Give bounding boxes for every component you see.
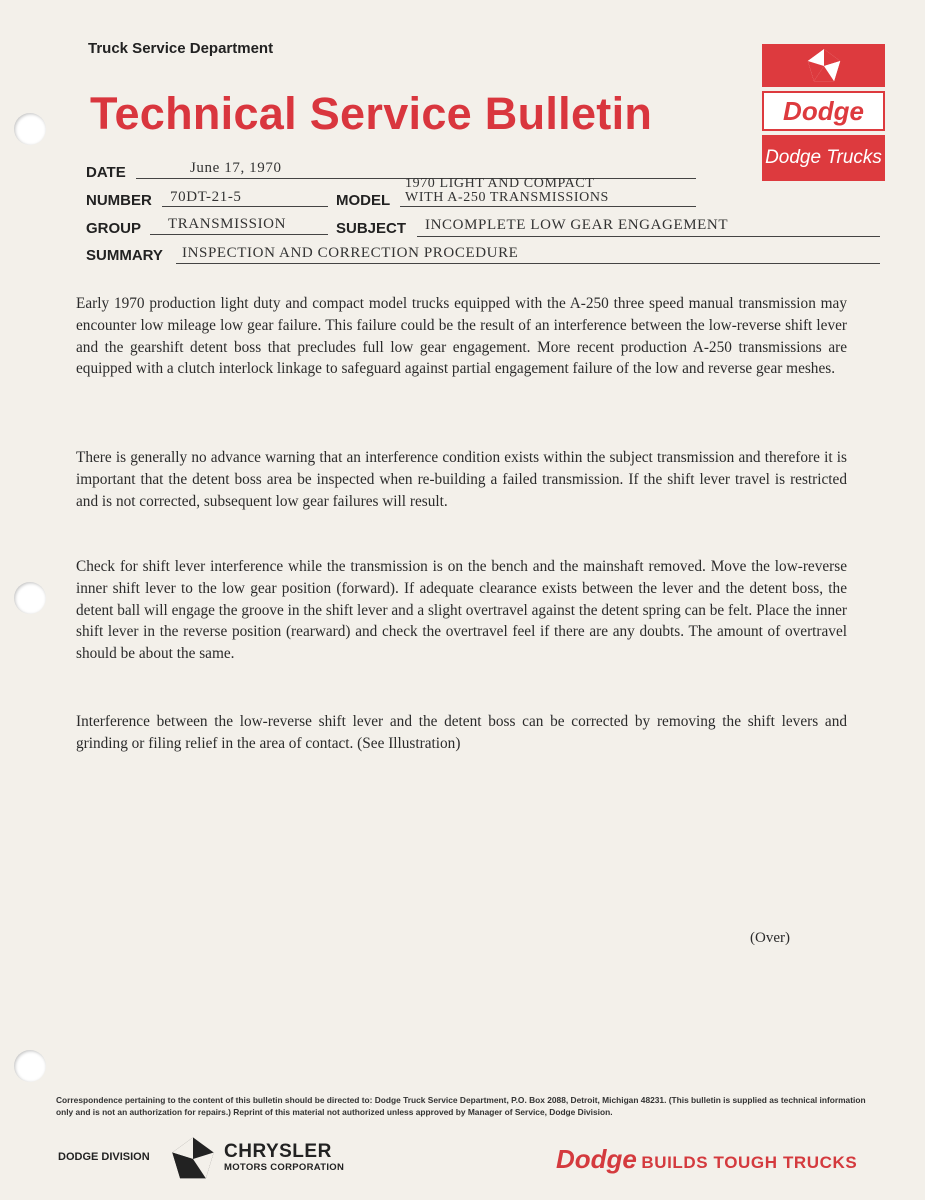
paragraph-2: There is generally no advance warning that an interference condition exists within the subject transmission and therefore it is important that the detent boss area be inspected when re-building a failed transmission. If the shift lever travel is restricted and is not corrected, subsequent low gear failures will result. (76, 449, 847, 510)
pentastar-logo-box (762, 44, 885, 87)
correspondence-note: Correspondence pertaining to the content of this bulletin should be directed to: Dodge Truck Service Department, P.O. Box 2088, Detroit, Michigan 48231. (This bulletin is supplied as technical information only and is not an authorization for repairs.) Reprint of this material not authorized unless approved by Manager of Service, Dodge Division. (56, 1095, 866, 1117)
paragraph-1: Early 1970 production light duty and compact model trucks equipped with the A-250 three speed manual transmission may encounter low mileage low gear failure. This failure could be the result of an interference between the low-reverse shift lever and the gearshift detent boss that precludes full low gear engagement. More recent production A-250 transmissions are equipped with a clutch interlock linkage to safeguard against partial engagement failure of the low and reverse gear meshes. (76, 295, 847, 378)
binder-hole-bottom (14, 1050, 46, 1082)
model-label: MODEL (336, 192, 391, 209)
model-underline (400, 206, 696, 207)
slogan (556, 1144, 857, 1175)
chrysler-pentastar-icon (170, 1136, 216, 1182)
dodge-trucks-wordmark: Dodge Trucks (762, 135, 885, 181)
group-value: TRANSMISSION (168, 216, 287, 232)
group-label: GROUP (86, 220, 142, 237)
subject-label: SUBJECT (336, 220, 407, 237)
summary-value: INSPECTION AND CORRECTION PROCEDURE (182, 245, 519, 261)
chrysler-wordmark (224, 1142, 344, 1173)
model-value-line-1: 1970 LIGHT AND COMPACT (405, 176, 595, 191)
date-value: June 17, 1970 (190, 160, 282, 176)
dodge-division-label: DODGE DIVISION (58, 1151, 150, 1163)
number-label: NUMBER (86, 192, 152, 209)
pentastar-icon (806, 48, 842, 84)
number-value: 70DT-21-5 (170, 189, 242, 205)
dodge-wordmark: Dodge (762, 91, 885, 131)
motors-corporation: MOTORS CORPORATION (224, 1162, 345, 1173)
date-label: DATE (86, 164, 126, 181)
subject-value: INCOMPLETE LOW GEAR ENGAGEMENT (425, 217, 729, 233)
slogan-text: BUILDS TOUGH TRUCKS (641, 1153, 858, 1172)
binder-hole-top (14, 113, 46, 145)
over-note: (Over) (750, 930, 790, 946)
department-label: Truck Service Department (88, 40, 274, 57)
paragraph-4: Interference between the low-reverse shift lever and the detent boss can be corrected by removing the shift levers and grinding or filing relief in the area of contact. (See Illustration) (76, 713, 847, 752)
model-value-line-2: WITH A-250 TRANSMISSIONS (405, 190, 609, 205)
binder-hole-middle (14, 582, 46, 614)
paragraph-3: Check for shift lever interference while the transmission is on the bench and the mainshaft removed. Move the low-reverse inner shift lever to the low gear position (forward). If adequate clearance exists between the lever and the detent boss, the detent ball will engage the groove in the shift lever and a slight overtravel against the detent spring can be felt. Place the inner shift lever in the reverse position (rearward) and check the overtravel feel if there are any doubts. The amount of overtravel should be about the same. (76, 558, 847, 663)
subject-underline (417, 236, 880, 237)
slogan-brand: Dodge (556, 1144, 637, 1174)
chrysler-name: CHRYSLER (224, 1141, 332, 1162)
number-underline (162, 206, 328, 207)
summary-underline (176, 263, 880, 264)
summary-label: SUMMARY (86, 247, 163, 264)
dodge-logo (762, 44, 885, 181)
bulletin-title: Technical Service Bulletin (90, 88, 653, 139)
group-underline (150, 234, 328, 235)
